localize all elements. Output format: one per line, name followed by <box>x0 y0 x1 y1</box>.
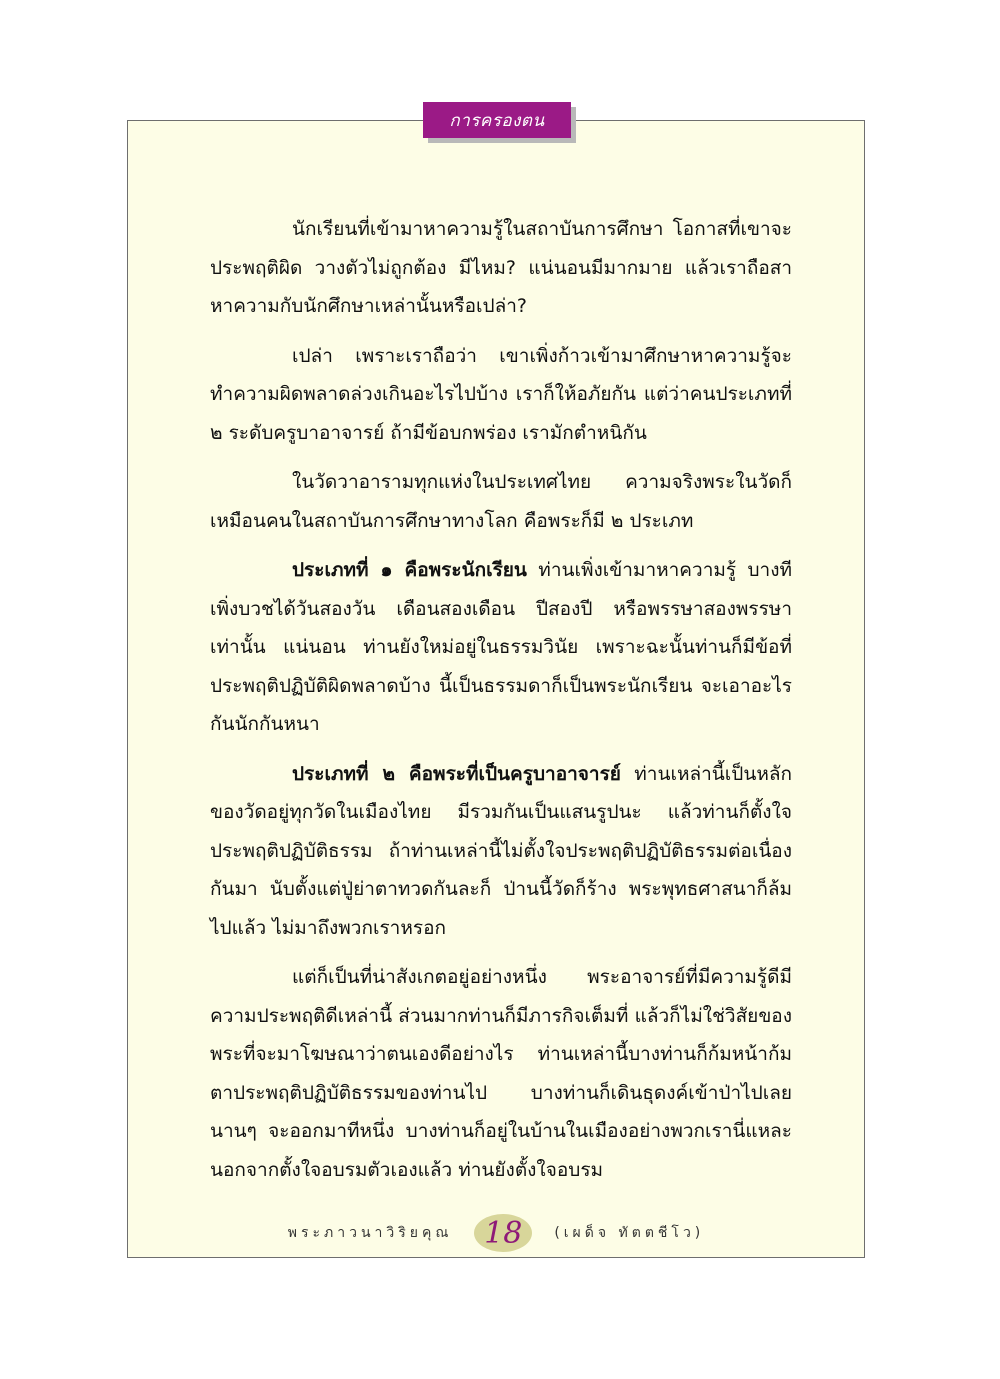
paragraph: นักเรียนที่เข้ามาหาความรู้ในสถาบันการศึกษา โอกาสที่เขาจะประพฤติผิด วางตัวไม่ถูกต้อง มีไหม? แน่นอนมีมากมาย แล้วเราถือสาหาความกับนักศึกษาเหล่านั้นหรือเปล่า? <box>210 218 792 317</box>
paragraph: ประเภทที่ ๑ คือพระนักเรียน ท่านเพิ่งเข้ามาหาความรู้ บางทีเพิ่งบวชได้วันสองวัน เดือนสองเดือน ปีสองปี หรือพรรษาสองพรรษาเท่านั้น แน่นอน ท่านยังใหม่อยู่ในธรรมวินัย เพราะฉะนั้นท่านก็มีข้อที่ประพฤติปฏิบัติผิดพลาดบ้าง นี้เป็นธรรมดาก็เป็นพระนักเรียน จะเอาอะไรกันนักกันหนา <box>210 559 793 735</box>
chapter-title: การครองตน <box>449 110 545 131</box>
paragraph-heading: ประเภทที่ ๒ คือพระที่เป็นครูบาอาจารย์ <box>292 762 621 785</box>
paragraph: แต่ก็เป็นที่น่าสังเกตอยู่อย่างหนึ่ง พระอาจารย์ที่มีความรู้ดีมีความประพฤติดีเหล่านี้ ส่วนมากท่านก็มีภารกิจเต็มที่ แล้วก็ไม่ใช่วิสัยของพระที่จะมาโฆษณาว่าตนเองดีอย่างไร ท่านเหล่านี้บางท่านก็ก้มหน้าก้มตาประพฤติปฏิบัติธรรมของท่านไป บางท่านก็เดินธุดงค์เข้าป่าไปเลย นานๆ จะออกมาทีหนึ่ง บางท่านก็อยู่ในบ้านในเมืองอย่างพวกเรานี่แหละ นอกจากตั้งใจอบรมตัวเองแล้ว ท่านยังตั้งใจอบรม <box>210 966 792 1181</box>
chapter-tab <box>423 102 571 138</box>
footer-author-title: พระภาวนาวิริยคุณ <box>287 1225 453 1241</box>
footer <box>127 1208 865 1258</box>
paragraph: ประเภทที่ ๒ คือพระที่เป็นครูบาอาจารย์ ท่านเหล่านี้เป็นหลักของวัดอยู่ทุกวัดในเมืองไทย มีรวมกันเป็นแสนรูปนะ แล้วท่านก็ตั้งใจประพฤติปฏิบัติธรรม ถ้าท่านเหล่านี้ไม่ตั้งใจประพฤติปฏิบัติธรรมต่อเนื่องกันมา นับตั้งแต่ปู่ย่าตาทวดกันละก็ ป่านนี้วัดก็ร้าง พระพุทธศาสนาก็ล้มไปแล้ว ไม่มาถึงพวกเราหรอก <box>210 762 792 939</box>
paragraph-heading: ประเภทที่ ๑ คือพระนักเรียน <box>292 559 527 581</box>
page-number: 18 <box>474 1214 532 1252</box>
footer-author-name: (เผด็จ ทัตตชีโว) <box>554 1225 705 1241</box>
body-text <box>210 210 792 1200</box>
paragraph: เปล่า เพราะเราถือว่า เขาเพิ่งก้าวเข้ามาศึกษาหาความรู้จะทำความผิดพลาดล่วงเกินอะไรไปบ้าง เราก็ให้อภัยกัน แต่ว่าคนประเภทที่ ๒ ระดับครูบาอาจารย์ ถ้ามีข้อบกพร่อง เรามักตำหนิกัน <box>210 344 792 444</box>
paragraph: ในวัดวาอารามทุกแห่งในประเทศไทย ความจริงพระในวัดก็เหมือนคนในสถาบันการศึกษาทางโลก คือพระก็มี ๒ ประเภท <box>210 471 792 532</box>
